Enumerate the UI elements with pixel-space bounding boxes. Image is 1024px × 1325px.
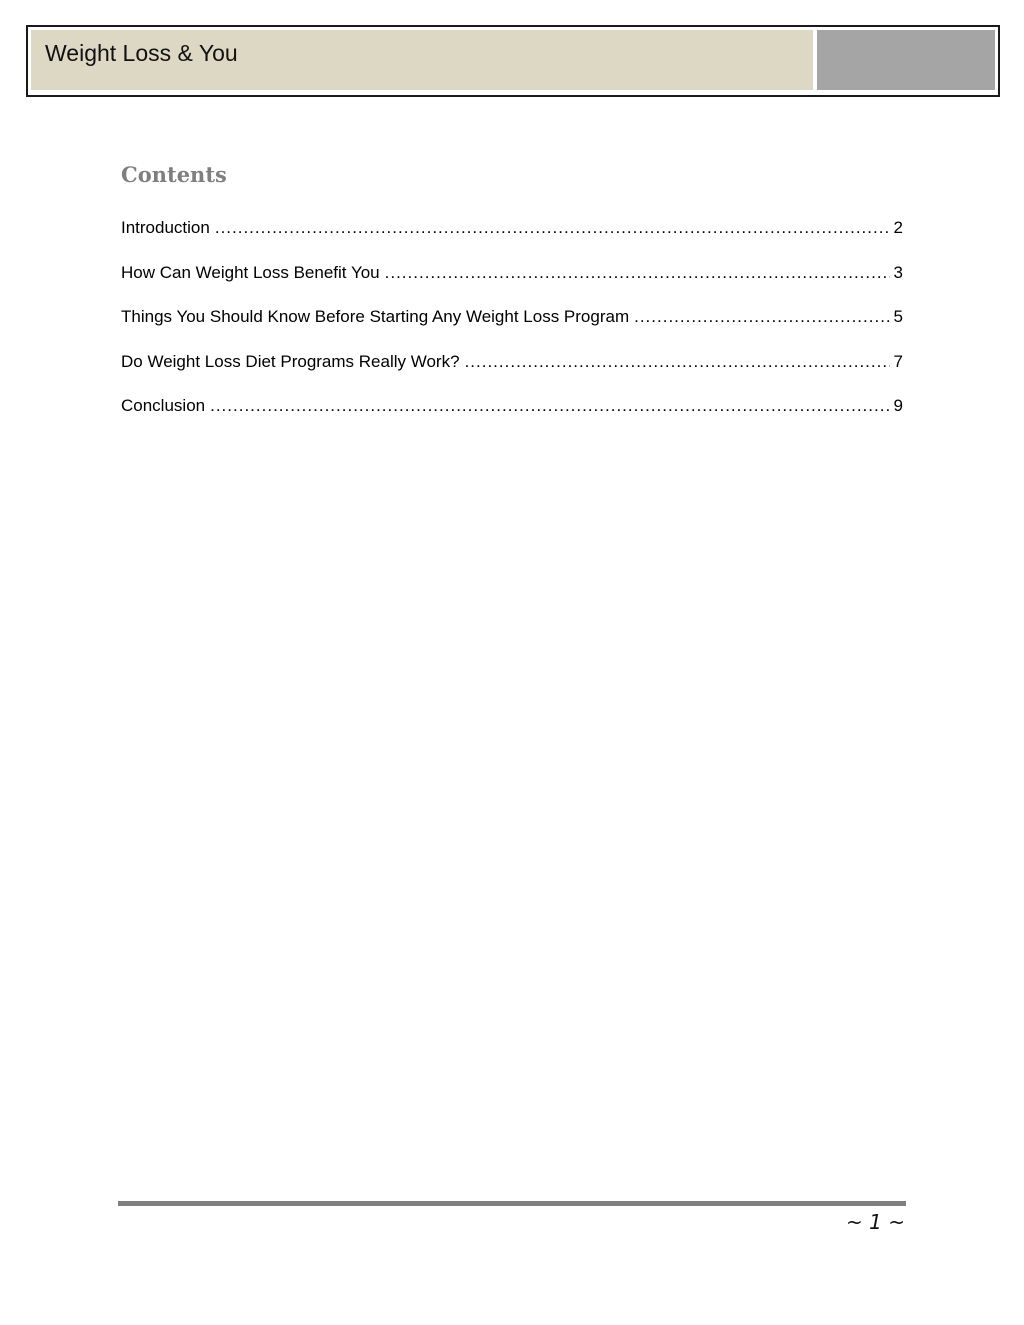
- header-side-panel: [817, 30, 995, 90]
- toc-entry-page: 5: [893, 307, 903, 326]
- toc-entry-introduction[interactable]: [121, 216, 903, 261]
- toc-entry-things-to-know[interactable]: [121, 305, 903, 350]
- toc-entry-title: Do Weight Loss Diet Programs Really Work?: [121, 351, 460, 371]
- footer-divider: [118, 1201, 906, 1206]
- toc-entry-page: 2: [893, 218, 903, 237]
- toc-entry-conclusion[interactable]: [121, 394, 903, 439]
- toc-entry-benefit[interactable]: [121, 261, 903, 306]
- toc-dot-leader: [634, 305, 889, 329]
- toc-entry-page: 9: [893, 396, 903, 415]
- footer-page-number: ~ 1 ~: [846, 1210, 905, 1234]
- header-title-panel: [31, 30, 813, 90]
- toc-entry-title: Things You Should Know Before Starting Any Weight Loss Program: [121, 307, 630, 326]
- toc-dot-leader: [210, 394, 889, 418]
- toc-entry-page: 3: [893, 262, 903, 282]
- toc-entry-title: How Can Weight Loss Benefit You: [121, 262, 380, 282]
- table-of-contents: [121, 216, 903, 439]
- toc-entry-title: Conclusion: [121, 396, 206, 415]
- toc-dot-leader: [215, 216, 890, 240]
- toc-dot-leader: [465, 350, 890, 374]
- toc-entry-title: Introduction: [121, 218, 210, 237]
- page-header: [26, 25, 1000, 97]
- toc-entry-page: 7: [893, 351, 903, 371]
- document-title: Weight Loss & You: [45, 40, 238, 66]
- toc-entry-diet-programs[interactable]: [121, 350, 903, 395]
- toc-dot-leader: [385, 261, 890, 285]
- toc-heading: Contents: [121, 162, 227, 187]
